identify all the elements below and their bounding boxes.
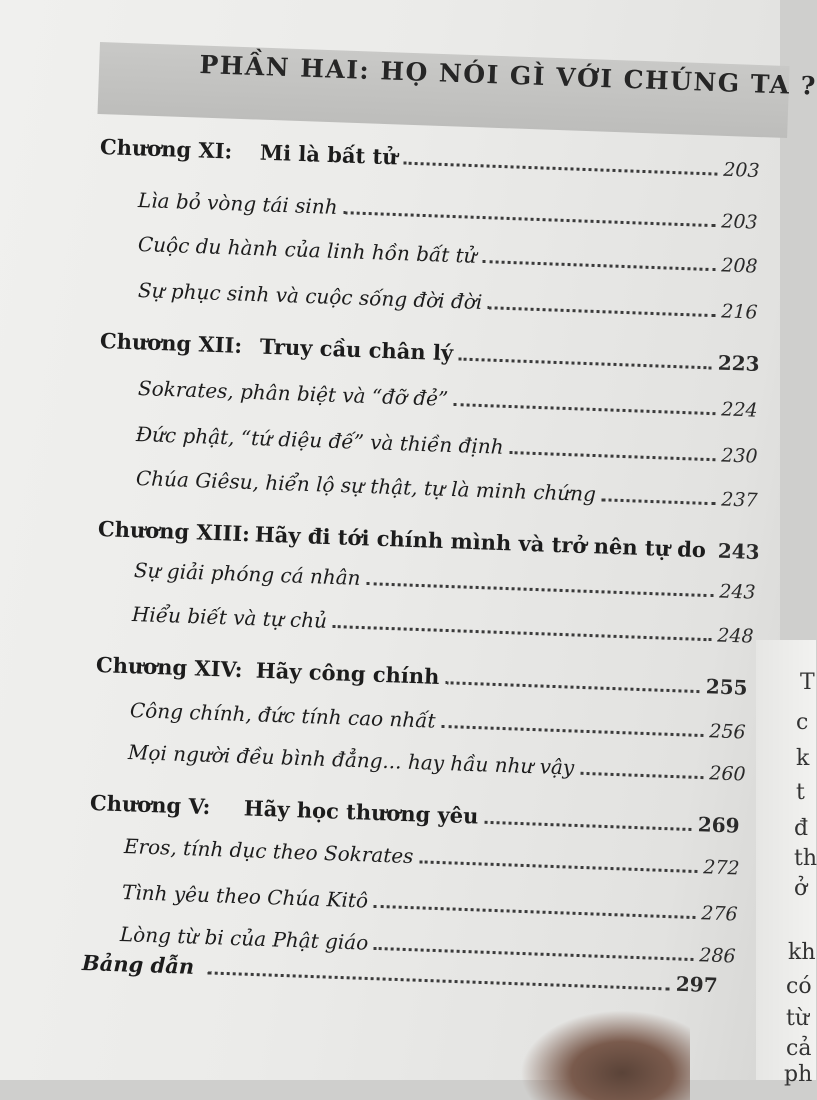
chapter-title: Hãy công chính: [255, 658, 439, 689]
toc-chapter-row: [98, 516, 760, 564]
toc-chapter-row: [100, 134, 760, 182]
section-title: Tình yêu theo Chúa Kitô: [122, 880, 369, 913]
page-number: 248: [717, 624, 754, 647]
leader-dots: [441, 724, 703, 737]
section-title: Sự phục sinh và cuộc sống đời đời: [138, 278, 483, 314]
chapter-label: Chương V:: [90, 790, 245, 820]
leader-dots: [208, 970, 670, 990]
toc-chapter-row: [90, 790, 740, 838]
chapter-label: Chương XIII:: [98, 516, 256, 546]
section-title: Công chính, đức tính cao nhất: [130, 698, 436, 733]
section-title: Sự giải phóng cá nhân: [134, 558, 361, 590]
page-number: 276: [701, 902, 738, 925]
edge-letter: từ: [786, 1006, 809, 1031]
leader-dots: [374, 946, 693, 961]
page-number: 256: [709, 720, 746, 743]
edge-letter: c: [796, 710, 808, 735]
toc-section-row: [124, 834, 740, 879]
section-title: Chúa Giêsu, hiển lộ sự thật, tự là minh chứng: [136, 466, 597, 506]
edge-letter: đ: [794, 816, 808, 841]
toc-section-row: [122, 880, 738, 925]
page-number: 255: [705, 674, 748, 699]
toc-chapter-row: [96, 652, 748, 700]
leader-dots: [366, 581, 713, 597]
leader-dots: [459, 357, 712, 370]
section-title: Cuộc du hành của linh hồn bất tử: [138, 232, 477, 268]
edge-letter: cả: [786, 1036, 811, 1061]
toc-section-row: [130, 698, 746, 743]
leader-dots: [445, 680, 700, 693]
toc-section-row: [138, 376, 758, 422]
leader-dots: [580, 771, 703, 779]
leader-dots: [454, 402, 715, 415]
toc-section-row: [138, 188, 758, 234]
leader-dots: [602, 497, 716, 505]
page-number: 260: [709, 762, 746, 785]
page-number: 286: [699, 944, 736, 967]
page-number: 224: [721, 398, 758, 421]
leader-dots: [419, 859, 697, 873]
section-title: Lìa bỏ vòng tái sinh: [138, 188, 338, 219]
chapter-title: Mi là bất tử: [259, 140, 397, 170]
page-number: 269: [697, 812, 740, 837]
toc-section-row: [138, 278, 758, 324]
leader-dots: [333, 624, 712, 641]
section-header-title: PHẦN HAI: HỌ NÓI GÌ VỚI CHÚNG TA ?: [199, 50, 817, 101]
leader-dots: [403, 161, 717, 176]
chapter-title: Hãy học thương yêu: [243, 795, 478, 828]
page-number: 243: [717, 539, 760, 564]
toc-chapter-row: [100, 328, 760, 376]
section-title: Eros, tính dục theo Sokrates: [124, 834, 414, 868]
chapter-title: Hãy đi tới chính mình và trở nên tự do: [254, 521, 706, 562]
page-number: 272: [703, 856, 740, 879]
toc-section-row: [132, 602, 754, 648]
page-number: 203: [723, 159, 760, 182]
page-number: 237: [721, 488, 758, 511]
edge-letter: th: [794, 846, 817, 871]
finger-shadow: [520, 1010, 690, 1100]
edge-letter: ở: [794, 876, 807, 901]
edge-letter: T: [800, 670, 815, 695]
section-title: Đức phật, “tứ diệu đế” và thiền định: [136, 422, 504, 459]
toc-section-row: [134, 558, 756, 604]
index-label: Bảng dẫn: [82, 950, 203, 979]
chapter-title: Truy cầu chân lý: [259, 334, 453, 366]
leader-dots: [343, 210, 715, 227]
section-title: Hiểu biết và tự chủ: [132, 602, 328, 633]
leader-dots: [509, 450, 715, 461]
section-title: Lòng từ bi của Phật giáo: [120, 922, 369, 955]
leader-dots: [374, 904, 696, 919]
chapter-label: Chương XI:: [100, 134, 261, 165]
leader-dots: [484, 820, 692, 831]
page-number: 223: [717, 351, 760, 376]
section-title: Sokrates, phân biệt và “đỡ đẻ”: [138, 376, 449, 411]
edge-letter: ph: [784, 1062, 812, 1087]
page-number: 216: [721, 300, 758, 323]
page-number: 297: [675, 972, 718, 997]
toc-section-row: [128, 740, 746, 786]
leader-dots: [488, 305, 715, 317]
edge-letter: có: [786, 974, 812, 999]
edge-letter: t: [796, 780, 805, 805]
edge-letter: k: [796, 746, 809, 771]
chapter-label: Chương XIV:: [96, 652, 257, 683]
adjacent-page: [756, 640, 816, 1080]
edge-letter: kh: [788, 940, 816, 965]
leader-dots: [482, 259, 715, 271]
page-number: 230: [721, 444, 758, 467]
page-number: 208: [721, 254, 758, 277]
toc-section-row: [138, 232, 758, 278]
toc-section-row: [136, 466, 758, 512]
toc-section-row: [136, 422, 758, 468]
section-title: Mọi người đều bình đẳng... hay hầu như vậy: [128, 740, 575, 780]
chapter-label: Chương XII:: [100, 328, 261, 359]
page-number: 203: [721, 210, 758, 233]
page-number: 243: [719, 580, 756, 603]
